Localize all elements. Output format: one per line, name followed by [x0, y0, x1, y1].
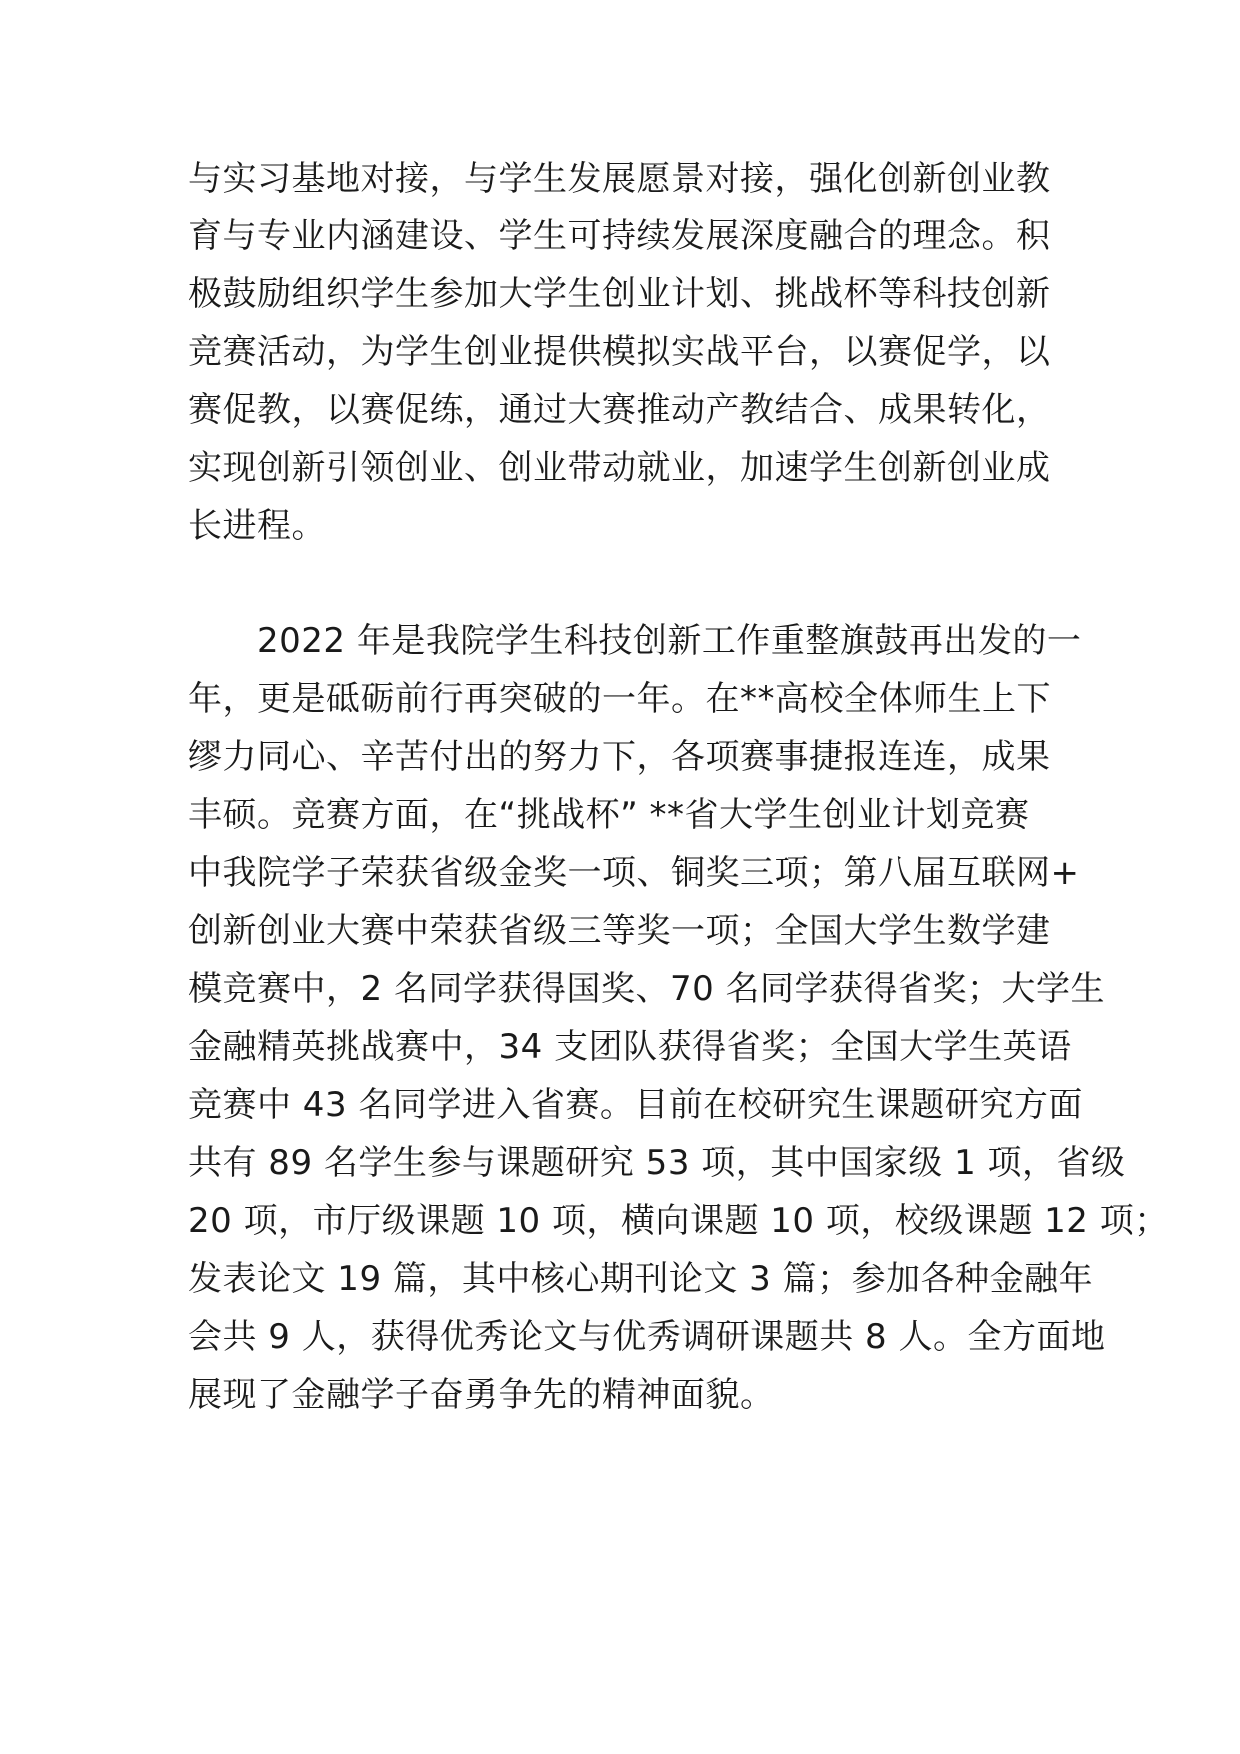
paragraph-line: 实现创新引领创业、创业带动就业，加速学生创新创业成 [188, 448, 1051, 488]
paragraph-line: 模竞赛中，2 名同学获得国奖、70 名同学获得省奖；大学生 [188, 969, 1106, 1009]
paragraph-line: 竞赛中 43 名同学进入省赛。目前在校研究生课题研究方面 [188, 1085, 1083, 1125]
paragraph-line: 赛促教，以赛促练，通过大赛推动产教结合、成果转化， [188, 390, 1051, 430]
paragraph-line: 20 项，市厅级课题 10 项，横向课题 10 项，校级课题 12 项； [188, 1201, 1169, 1241]
paragraph-line: 展现了金融学子奋勇争先的精神面貌。 [188, 1375, 775, 1415]
paragraph-line: 2022 年是我院学生科技创新工作重整旗鼓再出发的一 [257, 621, 1082, 661]
paragraph-line: 与实习基地对接，与学生发展愿景对接，强化创新创业教 [188, 159, 1051, 199]
paragraph-line: 丰硕。竞赛方面，在“挑战杯” **省大学生创业计划竞赛 [188, 795, 1030, 835]
paragraph-line: 中我院学子荣获省级金奖一项、铜奖三项；第八届互联网+ [188, 853, 1080, 893]
paragraph-line: 长进程。 [188, 506, 326, 546]
paragraph-line: 缪力同心、辛苦付出的努力下，各项赛事捷报连连，成果 [188, 737, 1051, 777]
paragraph-line: 极鼓励组织学生参加大学生创业计划、挑战杯等科技创新 [188, 274, 1051, 314]
paragraph-line: 育与专业内涵建设、学生可持续发展深度融合的理念。积 [188, 216, 1051, 256]
paragraph-line: 年，更是砥砺前行再突破的一年。在**高校全体师生上下 [188, 679, 1051, 719]
paragraph-line: 竞赛活动，为学生创业提供模拟实战平台，以赛促学，以 [188, 332, 1051, 372]
paragraph-line: 创新创业大赛中荣获省级三等奖一项；全国大学生数学建 [188, 911, 1051, 951]
paragraph-line: 发表论文 19 篇，其中核心期刊论文 3 篇；参加各种金融年 [188, 1259, 1094, 1299]
paragraph-line: 共有 89 名学生参与课题研究 53 项，其中国家级 1 项，省级 [188, 1143, 1126, 1183]
paragraph-line: 金融精英挑战赛中，34 支团队获得省奖；全国大学生英语 [188, 1027, 1072, 1067]
paragraph-line: 会共 9 人，获得优秀论文与优秀调研课题共 8 人。全方面地 [188, 1317, 1106, 1357]
